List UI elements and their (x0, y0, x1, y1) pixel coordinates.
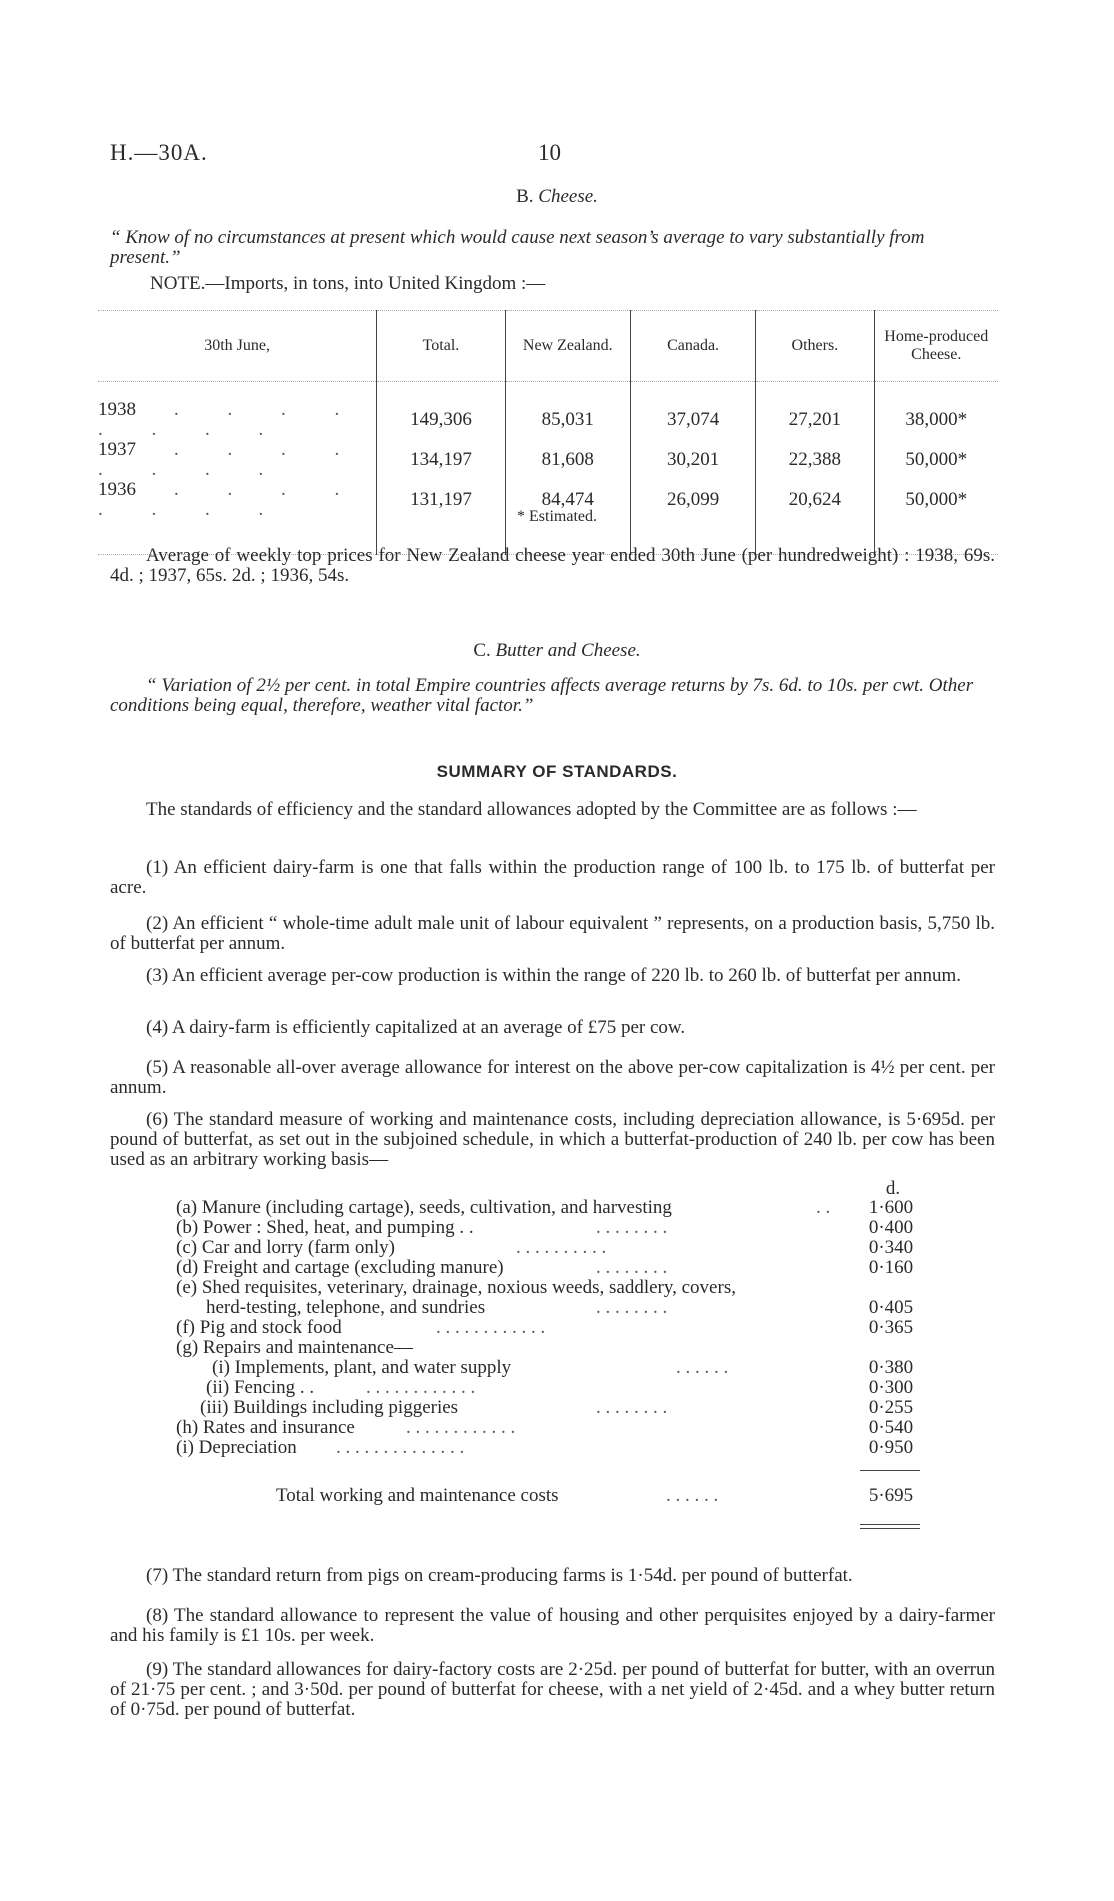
schedule-row (176, 1338, 926, 1358)
table-row (98, 382, 998, 441)
schedule-row (176, 1398, 926, 1418)
schedule-value: 0·255 (868, 1397, 914, 1418)
leader-dots: . . (816, 1197, 831, 1218)
schedule-total (176, 1486, 926, 1506)
cell-others: 27,201 (756, 382, 874, 441)
schedule-value: 0·400 (868, 1217, 914, 1238)
schedule-label: (a) Manure (including cartage), seeds, cultivation, and harvesting (176, 1197, 672, 1218)
imports-note: NOTE.—Imports, in tons, into United Kingdom :— (150, 273, 546, 294)
section-b-letter: B. (516, 186, 534, 207)
col-header-others: Others. (756, 311, 874, 382)
average-prices-paragraph: Average of weekly top prices for New Zealand cheese year ended 30th June (per hundredweight) : 1938, 69s. 4d. ; 1937, 65s. 2d. ; 1936, 54s. (110, 545, 995, 586)
table-row (98, 440, 998, 480)
schedule-value: 0·300 (868, 1377, 914, 1398)
schedule-value: 0·540 (868, 1417, 914, 1438)
schedule-row (176, 1198, 926, 1218)
col-header-new-zealand: New Zealand. (505, 311, 630, 382)
schedule-label: (i) Depreciation (176, 1437, 297, 1458)
cost-schedule (176, 1198, 926, 1458)
year-label: 1937 (98, 439, 136, 460)
schedule-label: (h) Rates and insurance (176, 1417, 355, 1438)
schedule-value: 0·160 (868, 1257, 914, 1278)
leader-dots: . . . . . . (676, 1357, 729, 1378)
col-header-canada: Canada. (630, 311, 755, 382)
summary-item-1: (1) An efficient dairy-farm is one that falls within the production range of 100 lb. to 175 lb. of butterfat per acre. (110, 857, 995, 898)
leader-dots: . . . . . . . . . . . . (366, 1377, 476, 1398)
cell-canada: 30,201 (630, 440, 755, 480)
cell-others: 22,388 (756, 440, 874, 480)
schedule-row (176, 1358, 926, 1378)
schedule-value: 1·600 (868, 1197, 914, 1218)
cell-canada: 26,099 (630, 480, 755, 555)
summary-item-8: (8) The standard allowance to represent the value of housing and other perquisites enjoyed by a dairy-farmer and his family is £1 10s. per week. (110, 1605, 995, 1646)
cell-canada: 37,074 (630, 382, 755, 441)
schedule-label: herd-testing, telephone, and sundries (206, 1297, 486, 1318)
summary-intro: The standards of efficiency and the standard allowances adopted by the Committee are as follows :— (146, 799, 917, 820)
schedule-row (176, 1278, 926, 1298)
cell-home-produced: 38,000* (874, 382, 998, 441)
schedule-label: (i) Implements, plant, and water supply (212, 1357, 512, 1378)
schedule-row (176, 1318, 926, 1338)
summary-heading: SUMMARY OF STANDARDS. (436, 762, 678, 781)
section-c-title (0, 640, 1114, 662)
col-header-home-produced: Home-produced Cheese. (874, 311, 998, 382)
schedule-label: (c) Car and lorry (farm only) (176, 1237, 395, 1258)
col-header-total: Total. (377, 311, 505, 382)
cell-total: 149,306 (377, 382, 505, 441)
cell-new-zealand: 84,474 (505, 480, 630, 555)
section-b-name: Cheese. (538, 186, 598, 207)
leader-dots: . . . . . . . . . . . . . . (336, 1437, 465, 1458)
cell-total: 131,197 (377, 480, 505, 555)
schedule-row (176, 1258, 926, 1278)
schedule-value: 0·380 (868, 1357, 914, 1378)
summary-item-9: (9) The standard allowances for dairy-factory costs are 2·25d. per pound of butterfat for butter, with an overrun of 21·75 per cent. ; and 3·50d. per pound of butterfat for cheese, with a net yield of 2·45d. and a whey butter return of 0·75d. per pound of butterfat. (110, 1659, 995, 1720)
summary-item-6: (6) The standard measure of working and maintenance costs, including depreciation allowance, is 5·695d. per pound of butterfat, as set out in the subjoined schedule, in which a butterfat-production of 240 lb. per cow has been used as an arbitrary working basis— (110, 1109, 995, 1170)
schedule-sum-rule (860, 1470, 920, 1471)
summary-item-7: (7) The standard return from pigs on cream-producing farms is 1·54d. per pound of butterfat. (146, 1565, 853, 1586)
leader-dots: . . . . . . . . (596, 1297, 668, 1318)
leader-dots: . . . . . . . . . . . . (406, 1417, 516, 1438)
leader-dots: . . . . . . . . (596, 1257, 668, 1278)
schedule-label: (g) Repairs and maintenance— (176, 1337, 413, 1358)
cell-others: 20,624 (756, 480, 874, 555)
row-year (98, 440, 377, 480)
summary-item-2: (2) An efficient “ whole-time adult male unit of labour equivalent ” represents, on a production basis, 5,750 lb. of butterfat per annum. (110, 913, 995, 954)
year-label: 1938 (98, 399, 136, 420)
schedule-label: (b) Power : Shed, heat, and pumping . . (176, 1217, 474, 1238)
cell-total: 134,197 (377, 440, 505, 480)
leader-dots: . . . . . . . . (98, 399, 362, 440)
schedule-unit: d. (885, 1178, 901, 1199)
schedule-row (176, 1418, 926, 1438)
section-b-title (0, 186, 1114, 208)
leader-dots: . . . . . . . . . . . . (436, 1317, 546, 1338)
schedule-row (176, 1218, 926, 1238)
col-header-year: 30th June, (204, 337, 271, 354)
schedule-row (176, 1238, 926, 1258)
section-c-quote: “ Variation of 2½ per cent. in total Empire countries affects average returns by 7s. 6d. to 10s. per cwt. Other conditions being equal, therefore, weather vital factor.” (110, 675, 974, 716)
summary-item-4: (4) A dairy-farm is efficiently capitalized at an average of £75 per cow. (146, 1017, 686, 1038)
cell-home-produced: 50,000* (874, 440, 998, 480)
page-number: 10 (538, 140, 561, 165)
imports-table-header (98, 311, 998, 382)
year-label: 1936 (98, 479, 136, 500)
cell-new-zealand: 85,031 (505, 382, 630, 441)
row-year (98, 382, 377, 441)
summary-item-3: (3) An efficient average per-cow production is within the range of 220 lb. to 260 lb. of butterfat per annum. (146, 965, 961, 986)
section-c-name: Butter and Cheese. (495, 640, 641, 661)
schedule-row (176, 1378, 926, 1398)
leader-dots: . . . . . . . . . . (516, 1237, 607, 1258)
summary-item-5: (5) A reasonable all-over average allowance for interest on the above per-cow capitalization is 4½ per cent. per annum. (110, 1057, 995, 1098)
leader-dots: . . . . . . (666, 1485, 719, 1506)
leader-dots: . . . . . . . . (596, 1397, 668, 1418)
total-double-rule-2 (860, 1528, 920, 1529)
schedule-total-label: Total working and maintenance costs (276, 1485, 559, 1506)
leader-dots: . . . . . . . . (98, 439, 362, 480)
schedule-label: (d) Freight and cartage (excluding manure) (176, 1257, 504, 1278)
cell-new-zealand: 81,608 (505, 440, 630, 480)
schedule-row (176, 1298, 926, 1318)
schedule-row (176, 1438, 926, 1458)
schedule-value: 0·950 (868, 1437, 914, 1458)
total-double-rule-1 (860, 1524, 920, 1525)
schedule-value: 0·405 (868, 1297, 914, 1318)
section-c-letter: C. (473, 640, 491, 661)
page-code: H.—30A. (110, 140, 208, 165)
schedule-value: 0·340 (868, 1237, 914, 1258)
schedule-label: (e) Shed requisites, veterinary, drainage, noxious weeds, saddlery, covers, (176, 1277, 736, 1298)
schedule-label: (f) Pig and stock food (176, 1317, 342, 1338)
schedule-label: (ii) Fencing . . (206, 1377, 315, 1398)
schedule-total-value: 5·695 (868, 1485, 914, 1506)
cell-home-produced: 50,000* (874, 480, 998, 555)
schedule-label: (iii) Buildings including piggeries (200, 1397, 459, 1418)
schedule-total-row (176, 1486, 926, 1506)
table-footnote: * Estimated. (517, 508, 597, 525)
section-b-quote: “ Know of no circumstances at present which would cause next season’s average to vary substantially from present.” (110, 227, 925, 268)
leader-dots: . . . . . . . . (596, 1217, 668, 1238)
schedule-value: 0·365 (868, 1317, 914, 1338)
leader-dots: . . . . . . . . (98, 479, 362, 520)
